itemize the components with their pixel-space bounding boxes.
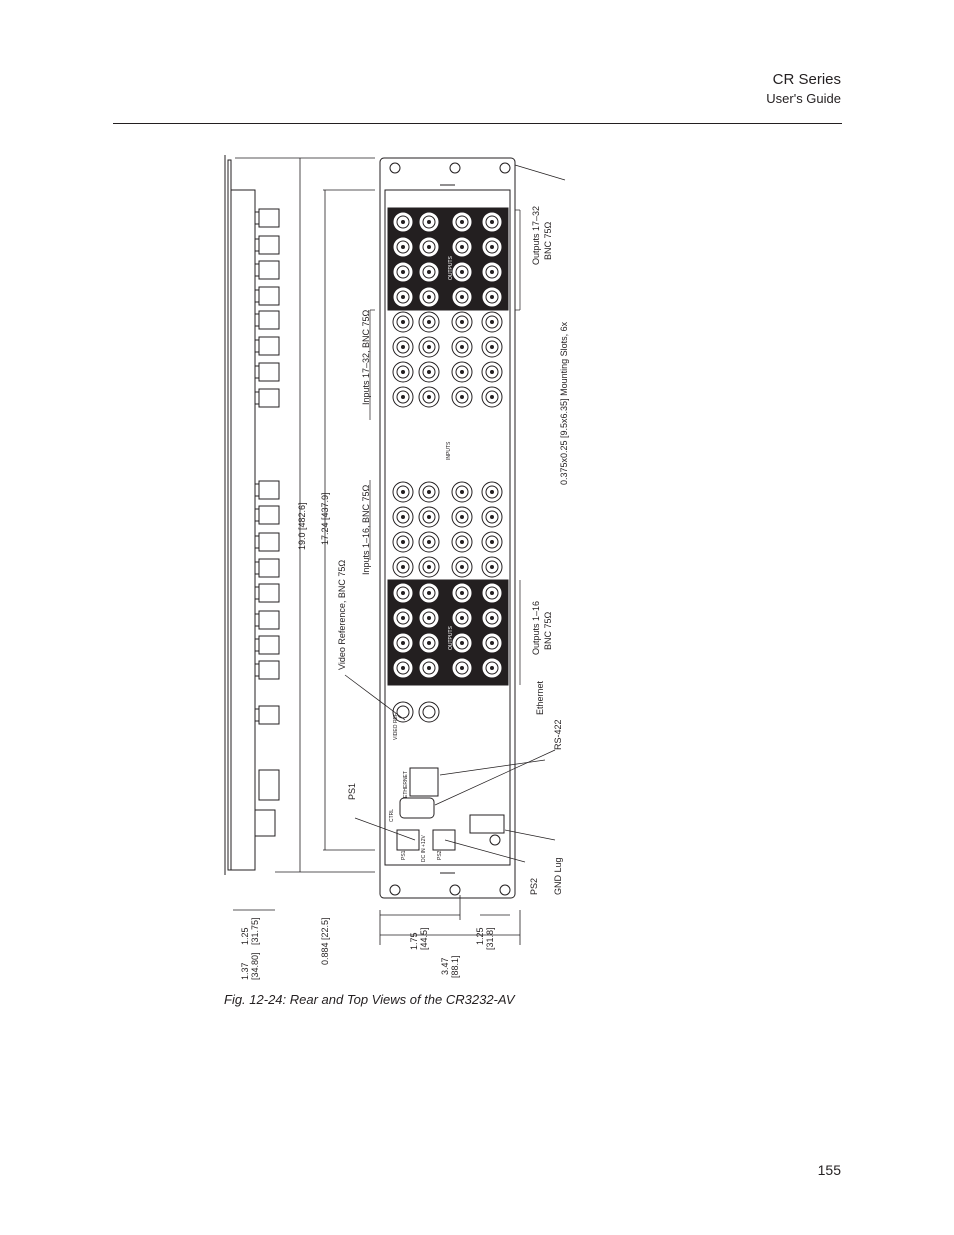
bnc-connector-pin [460,641,464,645]
bnc-connector-pin [460,370,464,374]
top-view-bnc-shaft [255,366,259,378]
bnc-connector-pin [401,295,405,299]
bnc-connector-pin [427,666,431,670]
dim-top2-a: 1.25 [240,927,250,945]
bnc-connector-pin [427,295,431,299]
top-view-bnc-shaft [255,212,259,224]
page-number: 155 [817,1162,841,1178]
drawing-svg [215,150,605,980]
top-view-bnc [259,611,279,629]
top-view-bnc [259,311,279,329]
top-view-bnc [259,533,279,551]
dim-top1-b: [34.80] [250,952,260,980]
bnc-connector-pin [490,540,494,544]
dim-h2-a: 1.25 [475,927,485,945]
bnc-connector-pin [401,565,405,569]
panel-label-outputs-bottom: OUTPUTS [448,626,454,650]
top-view-bnc-shaft [255,639,259,651]
bnc-connector-pin [401,395,405,399]
top-view-connectors [255,209,279,724]
top-view-bnc [259,584,279,602]
bnc-connector-pin [460,395,464,399]
bnc-connector-pin [401,345,405,349]
panel-label-video-ref: VIDEO REF [393,713,399,740]
callout-outputs-17-32-b: BNC 75Ω [543,221,553,260]
callout-rs422: RS-422 [553,719,563,750]
dim-h3-a: 3.47 [440,957,450,975]
top-view-bnc [259,481,279,499]
bnc-connector-pin [460,270,464,274]
dim-h3-b: [88.1] [450,955,460,978]
panel-label-ps1: PS1 [401,850,407,860]
bnc-connector-pin [427,245,431,249]
bnc-connector-pin [427,395,431,399]
top-view-bnc [259,236,279,254]
top-view-bnc-shaft [255,314,259,326]
bnc-connector-pin [427,220,431,224]
callout-video-ref: Video Reference, BNC 75Ω [337,559,347,670]
bnc-connector-pin [490,616,494,620]
top-view-bnc-shaft [255,484,259,496]
bnc-connector-pin [401,490,405,494]
bnc-connector-pin [401,616,405,620]
bnc-connector-pin [460,616,464,620]
bnc-connector-pin [401,666,405,670]
bnc-connector-pin [401,591,405,595]
bnc-connector-pin [427,345,431,349]
top-view-bnc [259,337,279,355]
dim-h1-b: [44.5] [419,927,429,950]
bnc-connector-pin [427,540,431,544]
panel-label-ps2: PS2 [437,850,443,860]
bnc-connector-pin [490,591,494,595]
callout-mounting-slots: 0.375x0.25 [9.5x6.35] Mounting Slots, 6x [559,321,569,485]
callout-outputs-17-32-a: Outputs 17–32 [531,205,541,265]
bnc-connector-pin [490,245,494,249]
bnc-connector-pin [401,540,405,544]
panel-label-inputs: INPUTS [446,441,452,460]
top-view-bnc [259,506,279,524]
top-view-bnc [259,559,279,577]
bnc-connector-pin [427,616,431,620]
technical-drawing [215,150,605,980]
top-view-bnc-shaft [255,264,259,276]
bnc-connector-pin [460,245,464,249]
top-view-bnc-shaft [255,340,259,352]
bnc-connector-pin [490,270,494,274]
callout-inputs-17-32: Inputs 17–32, BNC 75Ω [361,309,371,405]
bnc-connector-pin [460,345,464,349]
bnc-connector-pin [427,320,431,324]
top-view-bnc-shaft [255,509,259,521]
bnc-connector-pin [490,641,494,645]
panel-label-dc-in: DC IN +12V [421,835,427,862]
panel-label-ctrl: CTRL [389,808,395,822]
dim-offset: 0.884 [22.5] [320,917,330,965]
bnc-connector-pin [490,565,494,569]
top-view-bnc-shaft [255,709,259,721]
video-ref-loop-connector [419,702,439,722]
bnc-connector-pin [490,370,494,374]
dim-width: 19.0 [482.6] [297,502,307,550]
header-title: CR Series [772,71,841,88]
bnc-connector-pin [401,270,405,274]
top-view-bnc [259,261,279,279]
bnc-connector-pin [490,395,494,399]
top-view-bnc [259,389,279,407]
bnc-connector-pin [460,591,464,595]
dim-top1-a: 1.37 [240,962,250,980]
dim-top2-b: [31.75] [250,917,260,945]
bnc-connector-pin [460,666,464,670]
bnc-connector-pin [427,641,431,645]
callout-outputs-1-16-b: BNC 75Ω [543,611,553,650]
top-view-bnc [259,287,279,305]
top-view-bnc-shaft [255,290,259,302]
bnc-connector-pin [490,295,494,299]
top-view-bnc-shaft [255,562,259,574]
dim-h2-b: [31.8] [485,927,495,950]
bnc-connector-pin [490,345,494,349]
bnc-connector-pin [460,515,464,519]
bnc-connector-pin [427,270,431,274]
bnc-connector-pin [427,565,431,569]
top-view-bnc [259,636,279,654]
bnc-connector-pin [490,490,494,494]
panel-label-outputs-top: OUTPUTS [448,256,454,280]
callout-outputs-1-16-a: Outputs 1–16 [531,600,541,655]
callout-gnd: GND Lug [553,857,563,895]
bnc-connector-pin [427,515,431,519]
top-view-bnc-shaft [255,392,259,404]
top-view-bnc-shaft [255,587,259,599]
dim-inner: 17.24 [437.9] [320,492,330,545]
bnc-connector-pin [460,490,464,494]
bnc-connector-pin [401,220,405,224]
bnc-connector-pin [401,320,405,324]
top-view-bnc [259,706,279,724]
top-view-bnc [259,661,279,679]
bnc-connector-pin [490,220,494,224]
bnc-connector-pin [401,515,405,519]
bnc-connector-pin [460,320,464,324]
bnc-connector-pin [401,641,405,645]
top-view [225,155,279,875]
bnc-connector-pin [427,591,431,595]
top-view-bnc [259,363,279,381]
top-view-bnc-shaft [255,239,259,251]
top-view-bnc [259,209,279,227]
bnc-connector-pin [490,515,494,519]
callout-ethernet: Ethernet [535,680,545,715]
dim-h1-a: 1.75 [409,932,419,950]
bnc-connector-pin [401,245,405,249]
bnc-connector-pin [427,490,431,494]
callout-ps1: PS1 [347,782,357,800]
bnc-connector-pin [460,540,464,544]
top-view-bnc-shaft [255,614,259,626]
panel-label-ethernet: ETHERNET [403,771,409,798]
top-view-bnc-shaft [255,536,259,548]
header-rule [113,123,842,124]
bnc-connector-pin [460,295,464,299]
figure-caption: Fig. 12-24: Rear and Top Views of the CR3232-AV [224,992,515,1007]
bnc-connector-pin [427,370,431,374]
callout-inputs-1-16: Inputs 1–16, BNC 75Ω [361,484,371,575]
bnc-connector-pin [490,320,494,324]
top-view-bnc-shaft [255,664,259,676]
bnc-connector-pin [401,370,405,374]
bnc-connector-pin [490,666,494,670]
bnc-connector-pin [460,565,464,569]
callout-ps2: PS2 [529,877,539,895]
bnc-connector-pin [460,220,464,224]
header-subtitle: User's Guide [766,91,841,106]
